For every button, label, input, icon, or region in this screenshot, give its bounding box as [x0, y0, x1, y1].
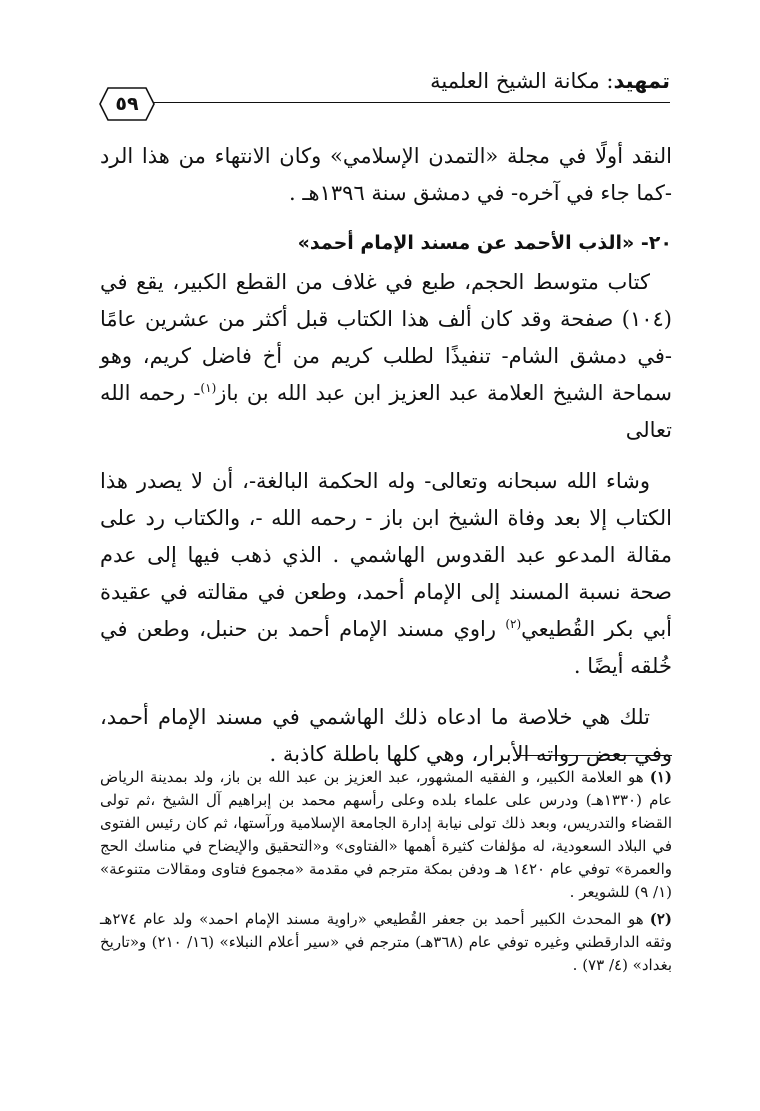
paragraph-2-tail: - رحمه الله تعالى [100, 381, 672, 442]
paragraph-3-text: وشاء الله سبحانه وتعالى- وله الحكمة البالغة-، أن لا يصدر هذا الكتاب إلا بعد وفاة الشيخ ابن باز - رحمه الله -، والكتاب رد على مقالة المدعو عبد القدوس الهاشمي . الذي ذهب فيها إلى عدم صحة نسبة المسند إلى الإمام أحمد، وطعن في مقالته في عقيدة أبي بكر القُطيعي [100, 469, 672, 641]
footnote-ref-2[interactable]: (٢) [505, 617, 522, 631]
section-heading: ٢٠- «الذب الأحمد عن مسند الإمام أحمد» [297, 232, 672, 254]
footnote-2 [100, 908, 672, 977]
footnote-text: هو المحدث الكبير أحمد بن جعفر القُطيعي «راوية مسند الإمام احمد» ولد عام ٢٧٤هـ وثقه الدارقطني وغيره توفي عام (٣٦٨هـ) مترجم في «سير أعلام النبلاء» (١٦/ ٢١٠) و«تاريخ بغداد» (٤/ ٧٣) . [100, 910, 672, 974]
footnote-1 [100, 766, 672, 904]
header-rule [146, 102, 670, 103]
paragraph-3 [100, 463, 672, 685]
paragraph-3-tail: راوي مسند الإمام أحمد بن حنبل، وطعن في خُلقه أيضًا . [100, 617, 672, 678]
header-title [430, 69, 670, 93]
footnote-text: هو العلامة الكبير، و الفقيه المشهور، عبد العزيز بن عبد الله بن باز، ولد بمدينة الرياض عام (١٣٣٠هـ) ودرس على علماء بلده وعلى رأسهم محمد بن إبراهيم آل الشيخ ،ثم تولى القضاء والتدريس، وبعد ذلك تولى نيابة إدارة الجامعة الإسلامية ورآستها، ثم كان رئيس الفتوى في البلاد السعودية، له مؤلفات كثيرة أهمها «الفتاوى» و«التحقيق والإيضاح في مناسك الحج والعمرة» توفي عام ١٤٢٠ هـ ودفن بمكة مترجم في مقدمة «مجموع فتاوى ومقالات متنوعة» (١/ ٩) للشويعر . [100, 768, 672, 901]
footnote-number: (١) [649, 768, 672, 786]
footnote-divider [516, 755, 672, 756]
paragraph-2 [100, 264, 672, 449]
paragraph-1: النقد أولًا في مجلة «التمدن الإسلامي» وكان الانتهاء من هذا الرد -كما جاء في آخره- في دمشق سنة ١٣٩٦هـ . [100, 144, 672, 205]
footnote-ref-1[interactable]: (١) [200, 381, 217, 395]
footnote-number: (٢) [649, 910, 672, 928]
paragraph-4: تلك هي خلاصة ما ادعاه ذلك الهاشمي في مسند الإمام أحمد، وفي بعض رواته الأبرار، وهي كلها باطلة كاذبة . [100, 705, 672, 766]
page-number: ٥٩ [115, 93, 139, 115]
header-title-rest: : مكانة الشيخ العلمية [430, 69, 614, 93]
header-title-bold: تمهيد [613, 69, 670, 93]
running-header [100, 64, 670, 98]
page-number-badge [98, 86, 156, 122]
footnotes [100, 766, 672, 981]
paragraph-2-text: كتاب متوسط الحجم، طبع في غلاف من القطع الكبير، يقع في (١٠٤) صفحة وقد كان ألف هذا الكتاب قبل أكثر من عشرين عامًا -في دمشق الشام- تنفيذًا لطلب كريم من أخ فاضل كريم، وهو سماحة الشيخ العلامة عبد العزيز ابن عبد الله بن باز [100, 270, 672, 405]
main-text [100, 138, 672, 787]
